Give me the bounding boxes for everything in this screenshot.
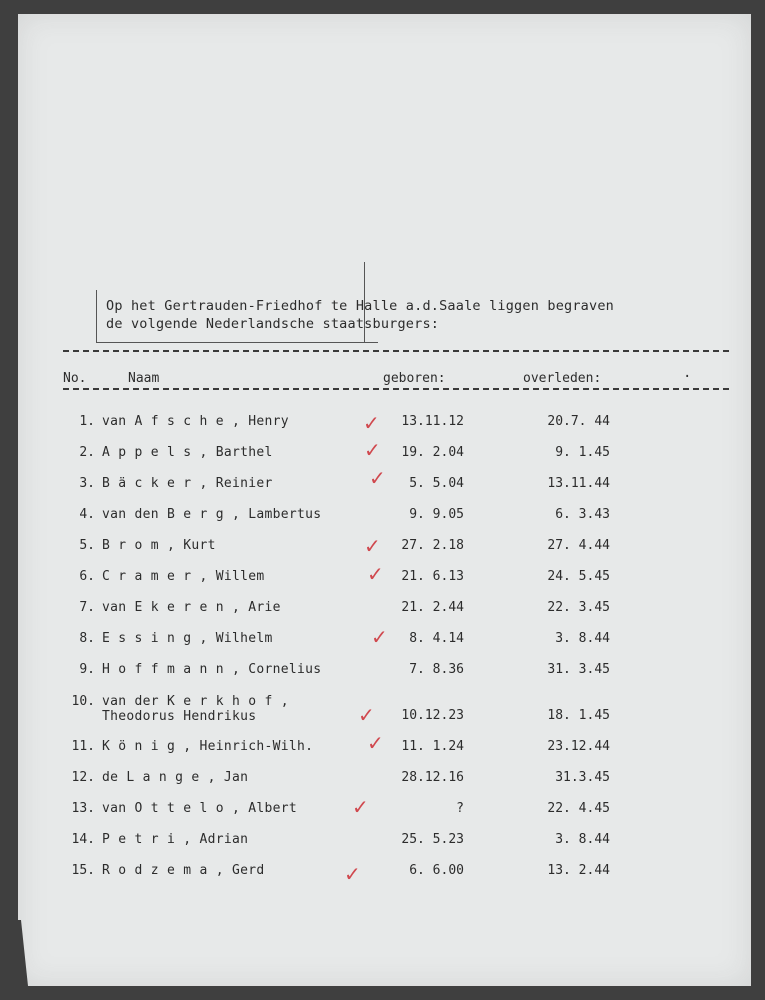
row-name-line-2: Theodorus Hendrikus <box>102 709 257 724</box>
row-name: R o d z e m a , Gerd <box>102 863 265 878</box>
row-death-date: 13. 2.44 <box>547 863 610 878</box>
row-death-date: 22. 3.45 <box>547 600 610 615</box>
row-born-date: 10.12.23 <box>401 708 464 723</box>
row-number: 2. <box>79 445 95 460</box>
row-name: van A f s c h e , Henry <box>102 414 289 429</box>
row-born-date: 9. 9.05 <box>409 507 464 522</box>
table-row <box>0 507 733 537</box>
row-born-date: ? <box>456 801 464 816</box>
row-death-date: 22. 4.45 <box>547 801 610 816</box>
row-name: B r o m , Kurt <box>102 538 216 553</box>
row-born-date: 21. 2.44 <box>401 600 464 615</box>
row-number: 7. <box>79 600 95 615</box>
bracket-left-line <box>96 290 97 342</box>
row-death-date: 24. 5.45 <box>547 569 610 584</box>
red-check-mark-icon: ✓ <box>363 411 380 435</box>
row-number: 9. <box>79 662 95 677</box>
table-row <box>0 863 733 893</box>
red-check-mark-icon: ✓ <box>352 795 369 819</box>
row-born-date: 7. 8.36 <box>409 662 464 677</box>
row-death-date: 3. 8.44 <box>555 631 610 646</box>
row-death-date: 23.12.44 <box>547 739 610 754</box>
row-born-date: 13.11.12 <box>401 414 464 429</box>
row-name: A p p e l s , Barthel <box>102 445 273 460</box>
row-death-date: 9. 1.45 <box>555 445 610 460</box>
row-number: 8. <box>79 631 95 646</box>
header-died: overleden: <box>523 371 602 386</box>
row-born-date: 25. 5.23 <box>401 832 464 847</box>
row-name: C r a m e r , Willem <box>102 569 265 584</box>
row-name: E s s i n g , Wilhelm <box>102 631 273 646</box>
row-death-date: 31.3.45 <box>555 770 610 785</box>
intro-line-1: Op het Gertrauden-Friedhof te Halle a.d.Saale liggen begraven <box>106 298 614 314</box>
row-born-date: 11. 1.24 <box>401 739 464 754</box>
row-number: 14. <box>71 832 95 847</box>
row-number: 11. <box>71 739 95 754</box>
header-no: No. <box>63 371 87 386</box>
row-born-date: 21. 6.13 <box>401 569 464 584</box>
row-born-date: 28.12.16 <box>401 770 464 785</box>
row-number: 13. <box>71 801 95 816</box>
row-born-date: 6. 6.00 <box>409 863 464 878</box>
row-number: 3. <box>79 476 95 491</box>
row-number: 10. <box>71 694 95 709</box>
red-check-mark-icon: ✓ <box>364 438 381 462</box>
red-check-mark-icon: ✓ <box>358 703 375 727</box>
table-row <box>0 476 733 506</box>
row-name: van der K e r k h o f , <box>102 694 289 709</box>
row-death-date: 18. 1.45 <box>547 708 610 723</box>
row-name: P e t r i , Adrian <box>102 832 249 847</box>
table-row <box>0 600 733 630</box>
row-death-date: 3. 8.44 <box>555 832 610 847</box>
row-number: 1. <box>79 414 95 429</box>
header-divider-bottom <box>63 388 729 390</box>
row-name: K ö n i g , Heinrich-Wilh. <box>102 739 314 754</box>
table-row <box>0 631 733 661</box>
row-born-date: 8. 4.14 <box>409 631 464 646</box>
row-death-date: 27. 4.44 <box>547 538 610 553</box>
row-born-date: 5. 5.04 <box>409 476 464 491</box>
row-born-date: 27. 2.18 <box>401 538 464 553</box>
row-name: van E k e r e n , Arie <box>102 600 281 615</box>
row-name: B ä c k e r , Reinier <box>102 476 273 491</box>
row-death-date: 13.11.44 <box>547 476 610 491</box>
row-name: H o f f m a n n , Cornelius <box>102 662 322 677</box>
red-check-mark-icon: ✓ <box>367 562 384 586</box>
row-death-date: 6. 3.43 <box>555 507 610 522</box>
red-check-mark-icon: ✓ <box>344 862 361 886</box>
header-mark: . <box>683 365 692 381</box>
red-check-mark-icon: ✓ <box>364 534 381 558</box>
header-born: geboren: <box>383 371 446 386</box>
row-born-date: 19. 2.04 <box>401 445 464 460</box>
header-name: Naam <box>128 371 160 386</box>
bracket-bottom-line <box>96 342 378 343</box>
row-number: 5. <box>79 538 95 553</box>
row-name: van den B e r g , Lambertus <box>102 507 322 522</box>
red-check-mark-icon: ✓ <box>367 731 384 755</box>
red-check-mark-icon: ✓ <box>371 625 388 649</box>
table-row <box>0 832 733 862</box>
row-name: de L a n g e , Jan <box>102 770 249 785</box>
row-number: 6. <box>79 569 95 584</box>
table-row <box>0 662 733 692</box>
row-number: 4. <box>79 507 95 522</box>
row-number: 12. <box>71 770 95 785</box>
red-check-mark-icon: ✓ <box>369 466 386 490</box>
row-name: van O t t e l o , Albert <box>102 801 298 816</box>
intro-line-2: de volgende Nederlandsche staatsburgers: <box>106 316 440 332</box>
row-death-date: 31. 3.45 <box>547 662 610 677</box>
row-number: 15. <box>71 863 95 878</box>
row-death-date: 20.7. 44 <box>547 414 610 429</box>
header-divider-top <box>63 350 729 352</box>
